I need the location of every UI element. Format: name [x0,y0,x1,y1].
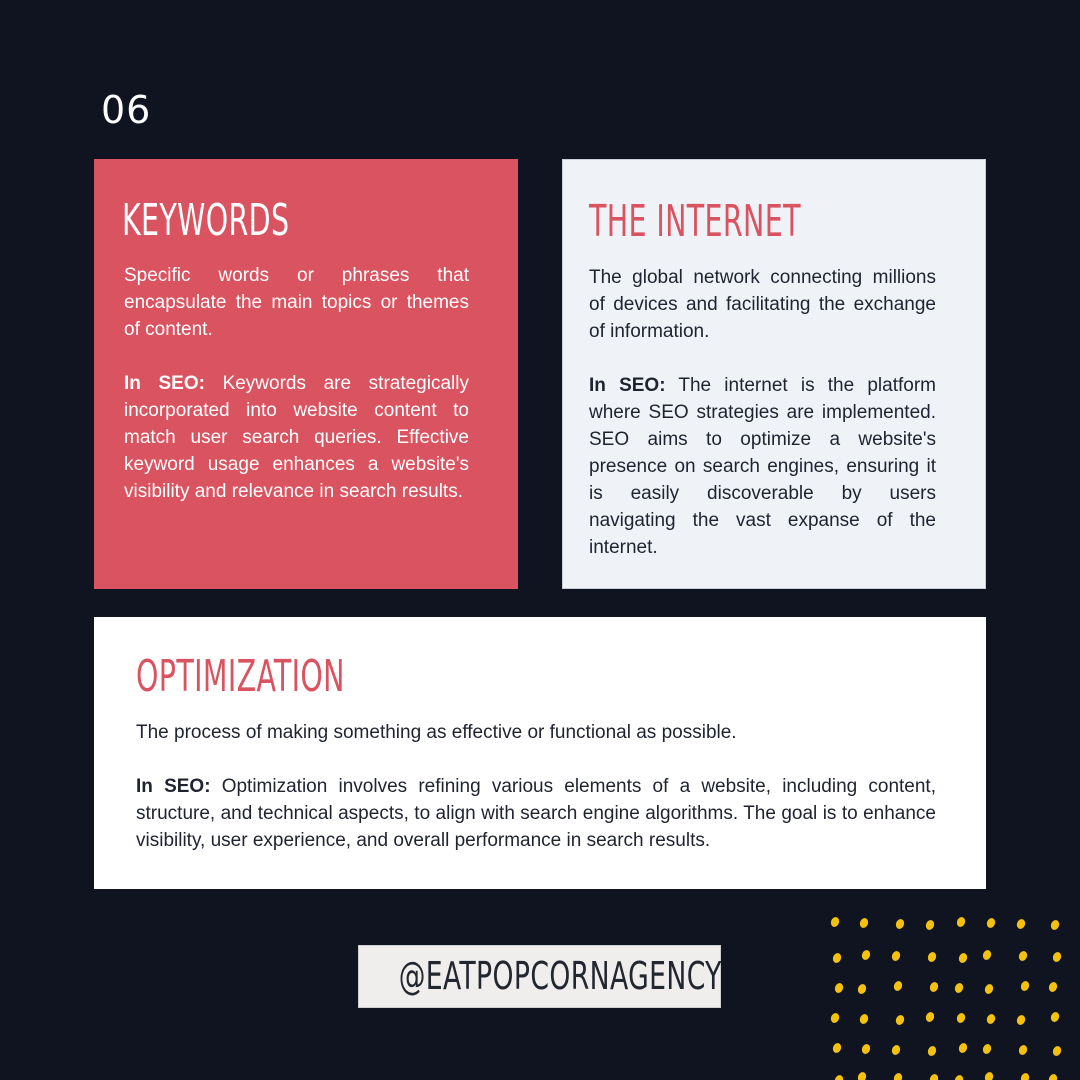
decorative-dot [956,1012,967,1024]
optimization-title: OPTIMIZATION [136,651,345,702]
internet-card [562,159,986,589]
decorative-dot [1020,1072,1031,1080]
optimization-card [94,617,986,889]
decorative-dot [857,1071,868,1080]
optimization-seo-text: Optimization involves refining various elements of a website, including content, structure, and technical aspects, to align with search engine algorithms. The goal is to enhance visibility, user experience, and overall performance in search results. [136,776,936,851]
internet-seo-paragraph [589,372,936,561]
decorative-dot [1050,919,1061,931]
keywords-definition: Specific words or phrases that encapsulate the main topics or themes of content. [124,265,469,340]
internet-seo-text: The internet is the platform where SEO strategies are implemented. SEO aims to optimize a website's presence on search engines, ensuring it is easily discoverable by users navigating the vast expanse of the internet. [589,375,936,558]
internet-body [589,264,936,588]
social-handle-badge [358,945,721,1008]
decorative-dot [1052,1045,1063,1057]
decorative-dot [893,1072,904,1080]
decorative-dot [834,982,845,994]
keywords-body [124,262,469,532]
decorative-dot [958,952,969,964]
decorative-dot [982,1043,993,1055]
decorative-dot [830,1012,841,1024]
keywords-seo-paragraph [124,370,469,505]
decorative-dot [927,1045,938,1057]
decorative-dot [956,916,967,928]
decorative-dot [1018,1044,1029,1056]
keywords-seo-label: In SEO: [124,373,205,394]
internet-seo-label: In SEO: [589,375,666,396]
keywords-card [94,159,518,589]
optimization-seo-label: In SEO: [136,776,211,797]
decorative-dot [927,951,938,963]
decorative-dot [891,1044,902,1056]
decorative-dot [861,1043,872,1055]
decorative-dot-grid [828,915,1080,1080]
decorative-dot [984,983,995,995]
decorative-dot [925,1011,936,1023]
decorative-dot [1020,980,1031,992]
decorative-dot [891,950,902,962]
decorative-dot [1016,918,1027,930]
decorative-dot [861,949,872,961]
decorative-dot [893,980,904,992]
keywords-seo-text: Keywords are strategically incorporated into website content to match user search queries. Effective keyword usage enhances a website's visibility and relevance in search results. [124,373,469,502]
decorative-dot [1048,981,1059,993]
decorative-dot [1016,1014,1027,1026]
decorative-dot [830,916,841,928]
decorative-dot [986,917,997,929]
decorative-dot [986,1013,997,1025]
decorative-dot [1052,951,1063,963]
decorative-dot [1050,1011,1061,1023]
decorative-dot [859,917,870,929]
decorative-dot [929,981,940,993]
decorative-dot [1018,950,1029,962]
decorative-dot [832,952,843,964]
optimization-definition: The process of making something as effective or functional as possible. [136,722,737,743]
social-handle-text: @EATPOPCORNAGENCY [398,954,722,998]
decorative-dot [895,918,906,930]
decorative-dot [834,1074,845,1080]
decorative-dot [925,919,936,931]
decorative-dot [984,1071,995,1080]
decorative-dot [857,983,868,995]
internet-title: THE INTERNET [589,196,801,247]
decorative-dot [859,1013,870,1025]
keywords-title: KEYWORDS [122,195,290,246]
page-number: 06 [101,88,152,132]
decorative-dot [954,982,965,994]
decorative-dot [958,1042,969,1054]
decorative-dot [929,1073,940,1080]
decorative-dot [1048,1073,1059,1080]
decorative-dot [982,949,993,961]
decorative-dot [895,1014,906,1026]
decorative-dot [954,1074,965,1080]
decorative-dot [832,1042,843,1054]
optimization-body [136,719,936,881]
optimization-seo-paragraph [136,773,936,854]
internet-definition: The global network connecting millions of devices and facilitating the exchange of information. [589,267,936,342]
